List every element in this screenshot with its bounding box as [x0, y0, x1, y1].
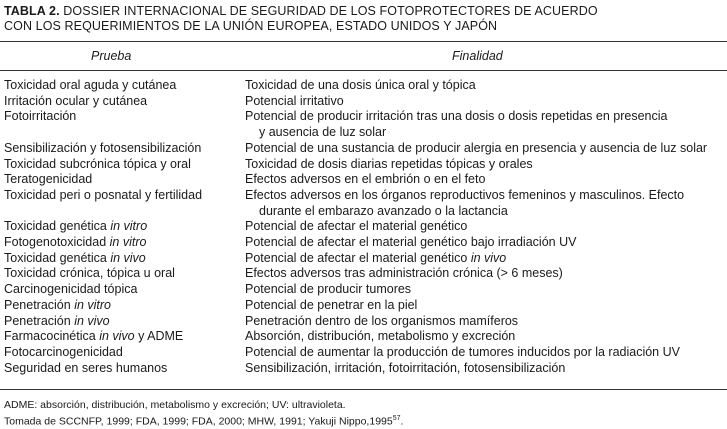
- cell-prueba: [0, 329, 245, 345]
- cell-finalidad: [245, 188, 727, 219]
- cell-prueba: [0, 266, 245, 282]
- prueba-text: Sensibilización y fotosensibilización: [4, 140, 202, 155]
- prueba-text: Fotocarcinogenicidad: [4, 344, 123, 359]
- safety-dossier-table: [0, 78, 727, 376]
- table-title-line-2: CON LOS REQUERIMIENTOS DE LA UNIÓN EUROPEA, ESTADO UNIDOS Y JAPÓN: [4, 19, 498, 33]
- cell-finalidad: [245, 251, 727, 267]
- finalidad-text: Toxicidad de dosis diarias repetidas tópicas y orales: [245, 156, 533, 171]
- finalidad-continuation: y ausencia de luz solar: [259, 125, 387, 140]
- prueba-text: Teratogenicidad: [4, 172, 93, 187]
- table-row: [0, 235, 727, 251]
- top-rule: [0, 41, 727, 42]
- cell-prueba: [0, 298, 245, 314]
- prueba-text: Toxicidad subcrónica tópica y oral: [4, 156, 191, 171]
- cell-prueba: [0, 78, 245, 94]
- finalidad-text: Potencial de afectar el material genético: [245, 219, 468, 234]
- prueba-text: Fotogenotoxicidad: [4, 235, 110, 250]
- prueba-text: Toxicidad oral aguda y cutánea: [4, 78, 177, 92]
- finalidad-text: Potencial de una sustancia de producir alergia en presencia y ausencia de luz solar: [245, 140, 708, 155]
- prueba-text: Toxicidad crónica, tópica u oral: [4, 266, 175, 281]
- table-title-line-1: DOSSIER INTERNACIONAL DE SEGURIDAD DE LOS FOTOPROTECTORES DE ACUERDO: [63, 4, 598, 18]
- cell-prueba: [0, 94, 245, 110]
- cell-prueba: [0, 109, 245, 140]
- table-row: [0, 329, 727, 345]
- prueba-text: in vitro: [110, 219, 148, 234]
- prueba-text: Carcinogenicidad tópica: [4, 282, 138, 297]
- table-number: TABLA 2.: [4, 4, 60, 18]
- finalidad-text: Sensibilización, irritación, fotoirritación, fotosensibilización: [245, 360, 566, 375]
- table-row: [0, 345, 727, 361]
- finalidad-text: Potencial de aumentar la producción de tumores inducidos por la radiación UV: [245, 344, 680, 359]
- table-row: [0, 188, 727, 219]
- prueba-text: Penetración: [4, 313, 75, 328]
- cell-finalidad: [245, 157, 727, 173]
- prueba-text: Irritación ocular y cutánea: [4, 93, 148, 108]
- cell-finalidad: [245, 219, 727, 235]
- cell-finalidad: [245, 266, 727, 282]
- finalidad-text: Efectos adversos tras administración crónica (> 6 meses): [245, 266, 563, 281]
- cell-finalidad: [245, 314, 727, 330]
- prueba-text: Farmacocinética: [4, 329, 100, 344]
- cell-prueba: [0, 157, 245, 173]
- bottom-rule: [0, 389, 727, 390]
- finalidad-text: Potencial de penetrar en la piel: [245, 297, 418, 312]
- cell-finalidad: [245, 345, 727, 361]
- finalidad-text: Potencial de afectar el material genético: [245, 250, 471, 265]
- column-header-finalidad: Finalidad: [452, 49, 503, 63]
- finalidad-text: Efectos adversos en el embrión o en el feto: [245, 172, 486, 187]
- prueba-text: Toxicidad genética: [4, 219, 111, 234]
- cell-finalidad: [245, 235, 727, 251]
- table-row: [0, 251, 727, 267]
- prueba-text: Penetración: [4, 297, 75, 312]
- prueba-text: Fotoirritación: [4, 109, 77, 124]
- cell-finalidad: [245, 94, 727, 110]
- finalidad-text: Potencial irritativo: [245, 93, 344, 108]
- finalidad-continuation: durante el embarazo avanzado o la lactancia: [259, 203, 508, 218]
- cell-prueba: [0, 141, 245, 157]
- table-row: [0, 282, 727, 298]
- table-row: [0, 157, 727, 173]
- prueba-text: in vivo: [110, 250, 146, 265]
- table-row: [0, 141, 727, 157]
- table-row: [0, 361, 727, 377]
- cell-finalidad: [245, 282, 727, 298]
- table-row: [0, 109, 727, 140]
- column-header-prueba: Prueba: [91, 49, 132, 63]
- cell-prueba: [0, 282, 245, 298]
- prueba-text: y ADME: [134, 329, 184, 344]
- cell-finalidad: [245, 298, 727, 314]
- finalidad-text: Penetración dentro de los organismos mamíferos: [245, 313, 519, 328]
- finalidad-text: Efectos adversos en los órganos reproductivos femeninos y masculinos. Efecto: [245, 187, 685, 202]
- cell-finalidad: [245, 109, 727, 140]
- table-caption: [4, 4, 598, 34]
- table-row: [0, 266, 727, 282]
- prueba-text: Seguridad en seres humanos: [4, 360, 168, 375]
- cell-prueba: [0, 235, 245, 251]
- cell-prueba: [0, 361, 245, 377]
- footnote-sources: Tomada de SCCNFP, 1999; FDA, 1999; FDA, 2000; MHW, 1991; Yakuji Nippo,1995$^{57}$.: [4, 415, 404, 428]
- table-row: [0, 78, 727, 94]
- cell-finalidad: [245, 78, 727, 94]
- prueba-text: Toxicidad genética: [4, 250, 111, 265]
- prueba-text: Toxicidad peri o posnatal y fertilidad: [4, 187, 203, 202]
- table-row: [0, 314, 727, 330]
- cell-finalidad: [245, 141, 727, 157]
- finalidad-text: in vivo: [470, 250, 507, 265]
- table-row: [0, 298, 727, 314]
- reference-number: 57: [392, 415, 401, 422]
- finalidad-text: Potencial de producir irritación tras una dosis o dosis repetidas en presencia: [245, 109, 668, 124]
- table-row: [0, 172, 727, 188]
- cell-finalidad: [245, 172, 727, 188]
- cell-prueba: [0, 172, 245, 188]
- cell-prueba: [0, 314, 245, 330]
- table-row: [0, 219, 727, 235]
- cell-prueba: [0, 251, 245, 267]
- finalidad-text: Potencial de producir tumores: [245, 282, 412, 297]
- finalidad-text: Potencial de afectar el material genético bajo irradiación UV: [245, 235, 577, 250]
- finalidad-text: Toxicidad de una dosis única oral y tópica: [245, 78, 476, 92]
- prueba-text: in vivo: [74, 313, 110, 328]
- table-row: [0, 94, 727, 110]
- cell-prueba: [0, 345, 245, 361]
- finalidad-text: Absorción, distribución, metabolismo y excreción: [245, 329, 516, 344]
- cell-prueba: [0, 188, 245, 219]
- cell-finalidad: [245, 329, 727, 345]
- cell-prueba: [0, 219, 245, 235]
- prueba-text: in vitro: [74, 297, 112, 312]
- cell-finalidad: [245, 361, 727, 377]
- prueba-text: in vitro: [109, 235, 147, 250]
- header-rule: [0, 70, 727, 71]
- footnote-abbreviations: ADME: absorción, distribución, metabolismo y excreción; UV: ultravioleta.: [4, 399, 346, 411]
- prueba-text: in vivo: [99, 329, 135, 344]
